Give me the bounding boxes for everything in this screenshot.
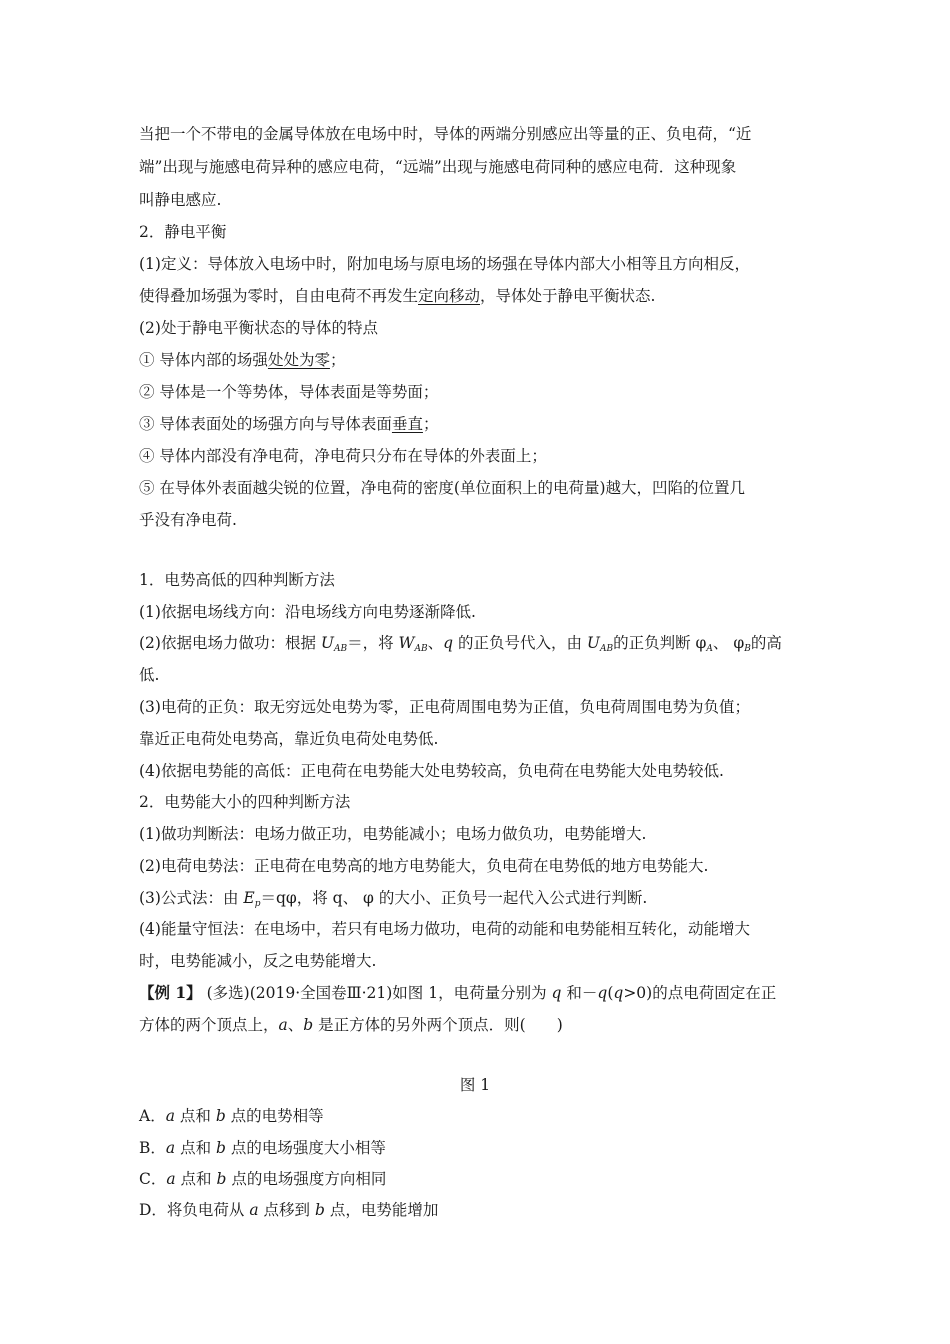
underlined-term: 定向移动 bbox=[418, 287, 481, 305]
text-line: 当把一个不带电的金属导体放在电场中时，导体的两端分别感应出等量的正、负电荷，“近 bbox=[139, 125, 752, 143]
text-line: (4)依据电势能的高低：正电荷在电势能大处电势较高，负电荷在电势能大处电势较低. bbox=[139, 762, 724, 780]
text-line: (3)公式法：由 $E_p=q\varphi$，将 q、 φ 的大小、正负号一起代入公式进行判断. bbox=[139, 889, 648, 909]
text-line: (1)做功判断法：电场力做正功，电势能减小；电场力做负功，电势能增大. bbox=[139, 825, 647, 843]
example-question: 方体的两个顶点上，a、b 是正方体的另外两个顶点．则( ) bbox=[139, 1016, 563, 1034]
section-heading: 1．电势高低的四种判断方法 bbox=[139, 571, 335, 589]
text-line: 叫静电感应. bbox=[139, 191, 222, 209]
example-label: 【例 1】 bbox=[139, 983, 202, 1002]
text-line: (3)电荷的正负：取无穷远处电势为零，正电荷周围电势为正值，负电荷周围电势为负值； bbox=[139, 698, 750, 716]
option-c: C．a 点和 b 点的电场强度方向相同 bbox=[139, 1170, 387, 1188]
underlined-term: 垂直 bbox=[391, 415, 423, 433]
section-heading: 2．电势能大小的四种判断方法 bbox=[139, 793, 351, 811]
figure-caption: 图 1 bbox=[459, 1076, 491, 1094]
text-line: (2)电荷电势法：正电荷在电势高的地方电势能大，负电荷在电势低的地方电势能大. bbox=[139, 857, 709, 875]
list-item: 乎没有净电荷. bbox=[139, 511, 237, 529]
example-question: 【例 1】 (多选)(2019·全国卷Ⅲ·21)如图 1，电荷量分别为 q 和－q(q>0)的点电荷固定在正 bbox=[139, 983, 777, 1002]
underlined-term: 处处为零 bbox=[267, 351, 330, 369]
text-line: 端”出现与施感电荷异种的感应电荷，“远端”出现与施感电荷同种的感应电荷．这种现象 bbox=[139, 158, 737, 176]
option-b: B．a 点和 b 点的电场强度大小相等 bbox=[139, 1139, 386, 1157]
list-item: ⑤ 在导体外表面越尖锐的位置，净电荷的密度(单位面积上的电荷量)越大，凹陷的位置几 bbox=[139, 479, 746, 497]
text-line: 时，电势能减小，反之电势能增大. bbox=[139, 952, 377, 970]
list-item: ③ 导体表面处的场强方向与导体表面垂直； bbox=[139, 415, 439, 433]
text-line: (2)依据电场力做功：根据 $U_{AB}=$，将 $W_{AB}$、q 的正负号代入，由 $U_{AB}$的正负判断 $\varphi_A$、 $\varphi_B$的高 bbox=[139, 634, 782, 654]
list-item: ① 导体内部的场强处处为零； bbox=[139, 351, 346, 369]
text-line: (2)处于静电平衡状态的导体的特点 bbox=[139, 319, 378, 337]
option-d: D．将负电荷从 a 点移到 b 点，电势能增加 bbox=[139, 1201, 439, 1219]
text-line: 靠近正电荷处电势高，靠近负电荷处电势低. bbox=[139, 730, 439, 748]
text-line: (4)能量守恒法：在电场中，若只有电场力做功，电荷的动能和电势能相互转化，动能增大 bbox=[139, 920, 750, 938]
list-item: ② 导体是一个等势体，导体表面是等势面； bbox=[139, 383, 439, 401]
text-line: 低. bbox=[139, 666, 160, 684]
text-line: 使得叠加场强为零时，自由电荷不再发生定向移动，导体处于静电平衡状态. bbox=[139, 287, 656, 305]
list-item: ④ 导体内部没有净电荷，净电荷只分布在导体的外表面上； bbox=[139, 447, 547, 465]
option-a: A．a 点和 b 点的电势相等 bbox=[139, 1107, 324, 1125]
text-line: (1)定义：导体放入电场中时，附加电场与原电场的场强在导体内部大小相等且方向相反， bbox=[139, 255, 750, 273]
text-line: (1)依据电场线方向：沿电场线方向电势逐渐降低. bbox=[139, 603, 476, 621]
section-heading: 2．静电平衡 bbox=[139, 223, 227, 241]
